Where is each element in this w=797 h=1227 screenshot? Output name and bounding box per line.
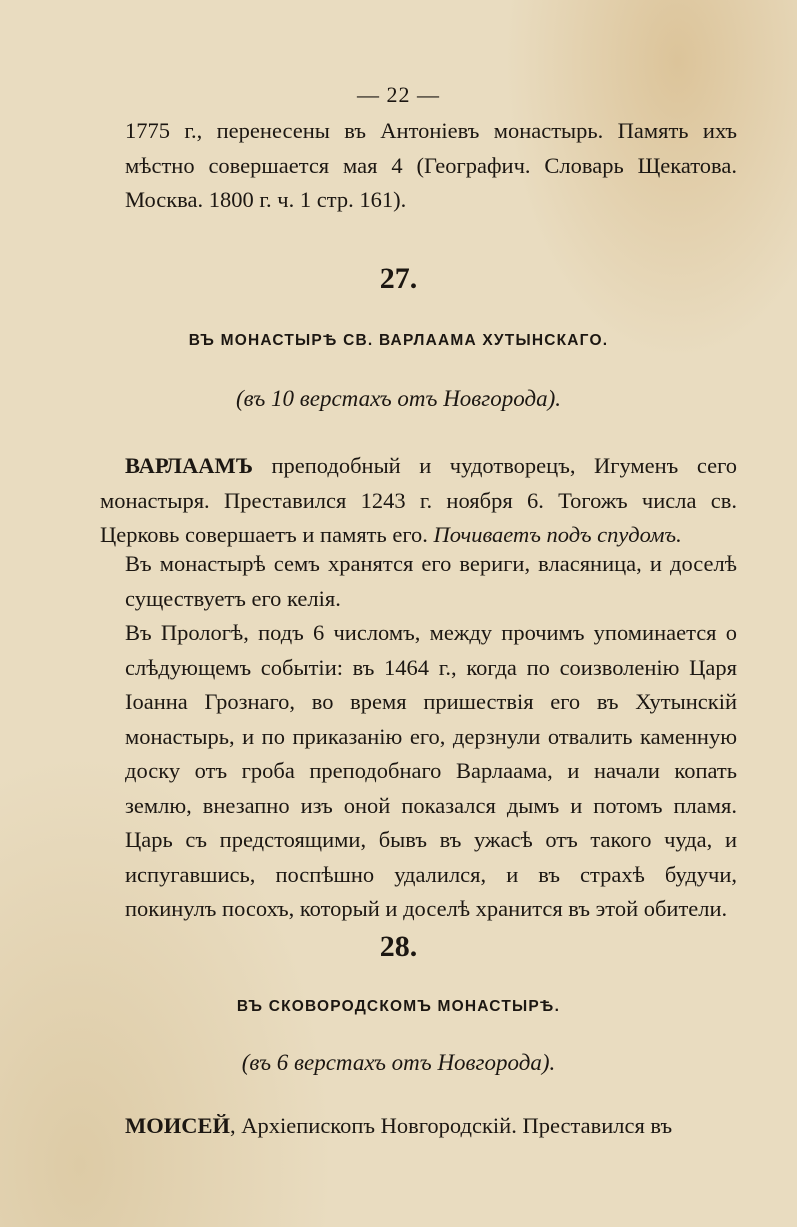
- paragraph-relics: Въ монастырѣ семъ хранятся его вериги, власяница, и доселѣ существуетъ его келія.: [125, 551, 737, 611]
- entry-paragraph-varlaam: [100, 449, 737, 553]
- section-location-28: (въ 6 верстахъ отъ Новгорода).: [241, 1050, 556, 1075]
- entry-lead-name: ВАРЛААМЪ: [125, 453, 253, 478]
- section-heading-28: ВЪ СКОВОРОДСКОМЪ МОНАСТЫРѢ.: [236, 998, 561, 1015]
- section-heading-27: ВЪ МОНАСТЫРѢ СВ. ВАРЛААМА ХУТЫНСКАГО.: [188, 332, 609, 349]
- entry-text-28: , Архіепископъ Новгородскій. Преставился въ: [230, 1113, 673, 1138]
- entry-italic-note: Почиваетъ подъ спудомъ.: [433, 522, 682, 547]
- section-number-27: 27.: [379, 262, 418, 295]
- paragraph-prologue: Въ Прологѣ, подъ 6 числомъ, между прочимъ упоминается о слѣдующемъ событіи: въ 1464 г., когда по соизволенію Царя Іоанна Грознаго, во время пришествія его въ Хутынскій монастырь, и по приказанію его, дерзнули отвалить каменную доску отъ гроба преподобнаго Варлаама, и начали копать землю, внезапно изъ оной показался дымъ и потомъ пламя. Царь съ предстоящими, бывъ въ ужасѣ отъ такого чуда, и испугавшись, поспѣшно удалился, и въ страхѣ будучи, покинулъ посохъ, который и доселѣ хранится въ этой обители.: [125, 620, 737, 921]
- section-number-28: 28.: [379, 930, 418, 963]
- entry-text: преподобный и чудотворецъ, Игуменъ сего монастыря. Преставился 1243 г. ноября 6. Тогожъ числа св. Церковь совершаетъ и память его.: [100, 453, 737, 547]
- entry-lead-name-28: МОИСЕЙ: [125, 1113, 230, 1138]
- page-number: — 22 —: [357, 82, 440, 107]
- section-location-27: (въ 10 верстахъ отъ Новгорода).: [236, 386, 561, 411]
- entry-paragraph-moisey: [100, 1109, 737, 1144]
- continued-paragraph: 1775 г., перенесены въ Антоніевъ монастырь. Память ихъ мѣстно совершается мая 4 (Географич. Словарь Щекатова. Москва. 1800 г. ч. 1 стр. 161).: [125, 118, 737, 212]
